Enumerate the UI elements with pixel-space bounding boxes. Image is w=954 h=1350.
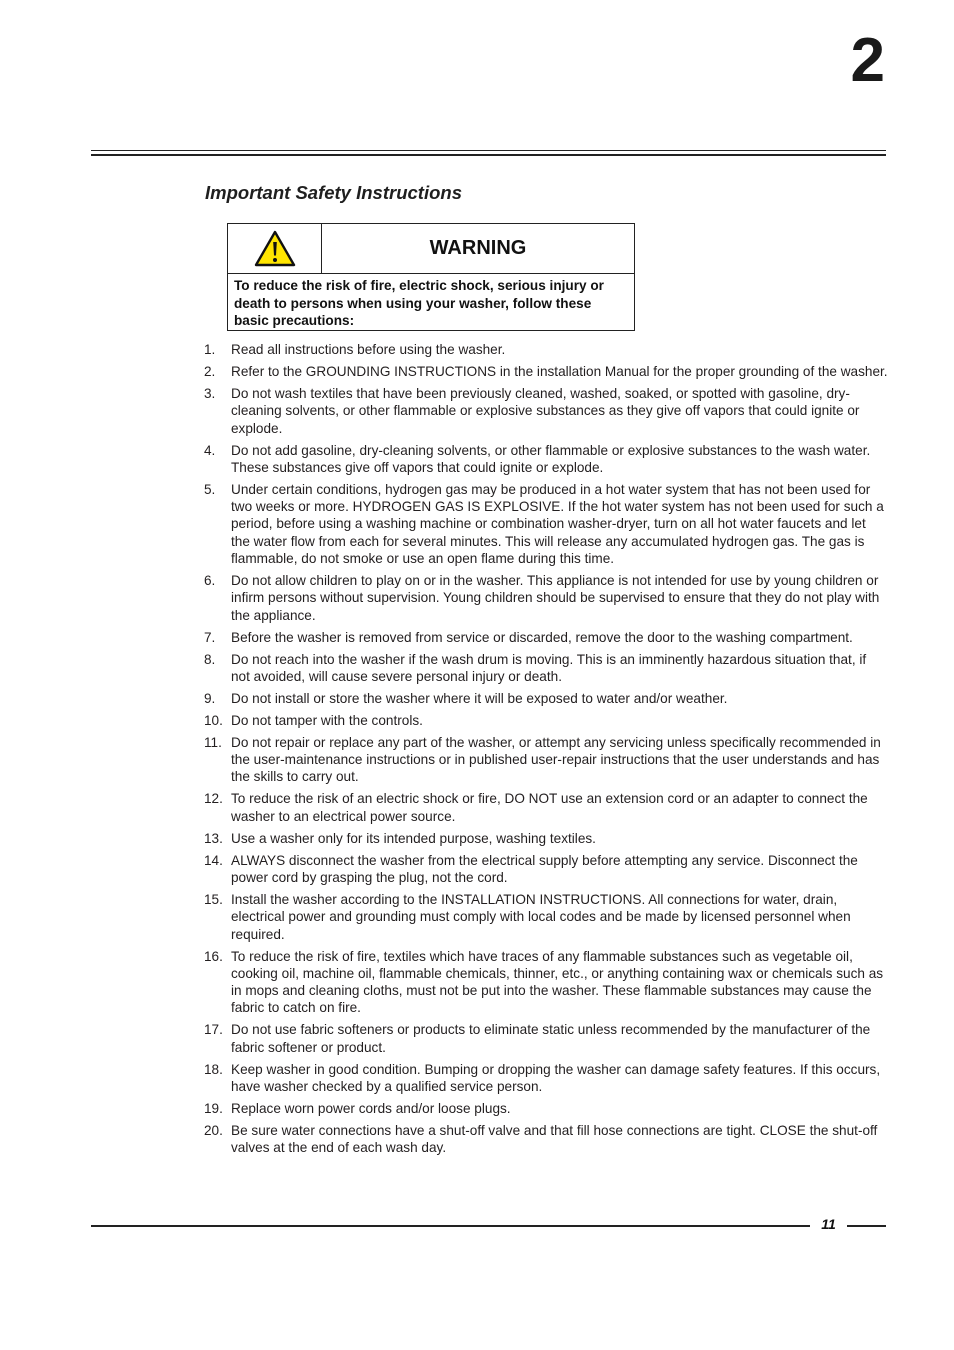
- header-rule-thin: [91, 150, 886, 151]
- list-item: [204, 385, 888, 437]
- list-item-text: To reduce the risk of an electric shock or fire, DO NOT use an extension cord or an adapter to connect the washer to an electrical power source.: [231, 791, 868, 824]
- list-item-text: Before the washer is removed from service or discarded, remove the door to the washing compartment.: [231, 629, 853, 645]
- list-item-number: 12.: [204, 791, 223, 807]
- list-item: [204, 790, 888, 825]
- list-item-text: Be sure water connections have a shut-off valve and that fill hose connections are tight. CLOSE the shut-off valves at the end of each wash day.: [231, 1122, 878, 1156]
- list-item: [204, 363, 888, 380]
- list-item-number: 13.: [204, 830, 223, 846]
- list-item: [204, 830, 888, 847]
- list-item: [204, 734, 888, 786]
- list-item-number: 19.: [204, 1100, 223, 1116]
- list-item: [204, 1021, 888, 1056]
- header-rule-thick: [91, 154, 886, 156]
- list-item-text: Install the washer according to the INSTALLATION INSTRUCTIONS. All connections for water, drain, electrical power and grounding must comply with local codes and be made by licensed personnel when required.: [231, 891, 851, 942]
- list-item-number: 7.: [204, 629, 216, 645]
- list-item: [204, 629, 888, 646]
- list-item-number: 16.: [204, 948, 223, 964]
- list-item: [204, 948, 888, 1017]
- chapter-number: 2: [850, 26, 885, 95]
- list-item-text: Do not install or store the washer where it will be exposed to water and/or weather.: [231, 690, 728, 706]
- page-number: 11: [821, 1216, 836, 1232]
- list-item: [204, 1100, 888, 1117]
- list-item-text: Refer to the GROUNDING INSTRUCTIONS in the installation Manual for the proper grounding of the washer.: [231, 363, 888, 379]
- list-item-text: Read all instructions before using the washer.: [231, 342, 506, 357]
- list-item-text: Use a washer only for its intended purpose, washing textiles.: [231, 830, 596, 846]
- warning-header: [228, 224, 634, 274]
- list-item-number: 20.: [204, 1122, 223, 1138]
- list-item: [204, 1122, 888, 1157]
- list-item-text: To reduce the risk of fire, textiles which have traces of any flammable substances such as vegetable oil, cooking oil, machine oil, flammable chemicals, thinner, etc., or anything containing wax or chemicals such as in mops and cleaning cloths, must not be put into the washer. These flammable substances may cause the fabric to catch on fire.: [231, 948, 884, 1016]
- list-item-text: Do not add gasoline, dry-cleaning solvents, or other flammable or explosive substances to the wash water. These substances give off vapors that could ignite or explode.: [231, 442, 871, 475]
- warning-triangle-icon: [254, 230, 296, 268]
- list-item-number: 18.: [204, 1061, 223, 1077]
- section-title: Important Safety Instructions: [205, 182, 462, 203]
- instruction-list: [204, 341, 888, 1161]
- list-item-number: 14.: [204, 852, 223, 868]
- list-item-text: ALWAYS disconnect the washer from the electrical supply before attempting any service. Disconnect the power cord by grasping the plug, not the cord.: [231, 852, 858, 885]
- list-item: [204, 442, 888, 477]
- footer-rule-left: [91, 1225, 810, 1227]
- list-item-text: Do not tamper with the controls.: [231, 712, 423, 728]
- list-item: [204, 852, 888, 887]
- list-item: [204, 891, 888, 943]
- list-item: [204, 481, 888, 567]
- list-item-number: 4.: [204, 442, 216, 458]
- list-item: [204, 651, 888, 686]
- list-item-text: Do not allow children to play on or in the washer. This appliance is not intended for use by young children or infirm persons without supervision. Young children should be supervised to ensure that they do not play with the appliance.: [231, 573, 880, 623]
- list-item-text: Do not use fabric softeners or products to eliminate static unless recommended by the manufacturer of the fabric softener or product.: [231, 1022, 871, 1055]
- list-item: [204, 572, 888, 624]
- warning-box: [227, 223, 635, 331]
- list-item: [204, 1061, 888, 1096]
- list-item-text: Keep washer in good condition. Bumping or dropping the washer can damage safety features. If this occurs, have washer checked by a qualified service person.: [231, 1061, 881, 1094]
- warning-text: To reduce the risk of fire, electric shock, serious injury or death to persons when using your washer, follow these basic precautions:: [234, 278, 604, 328]
- list-item-text: Do not reach into the washer if the wash drum is moving. This is an imminently hazardous situation that, if not avoided, will cause severe personal injury or death.: [231, 651, 867, 684]
- list-item-number: 8.: [204, 651, 216, 667]
- list-item-text: Do not wash textiles that have been previously cleaned, washed, soaked, or spotted with gasoline, dry-cleaning solvents, or other flammable or explosive substances as they give off vapors that could ignite or explode.: [231, 385, 860, 436]
- list-item-number: 1.: [204, 342, 216, 357]
- footer-rule-right: [847, 1225, 886, 1227]
- list-item-number: 2.: [204, 363, 216, 379]
- list-item: [204, 712, 888, 729]
- list-item-number: 3.: [204, 385, 216, 401]
- list-item-number: 9.: [204, 690, 216, 706]
- list-item: [204, 690, 888, 707]
- list-item-number: 15.: [204, 891, 223, 907]
- list-item-number: 11.: [204, 734, 222, 750]
- list-item-number: 6.: [204, 573, 216, 588]
- list-item-number: 10.: [204, 712, 223, 728]
- list-item-number: 5.: [204, 481, 216, 497]
- list-item-text: Under certain conditions, hydrogen gas may be produced in a hot water system that has not been used for two weeks or more. HYDROGEN GAS IS EXPLOSIVE. If the hot water system has not been used for such a period, before using a washing machine or combination washer-dryer, turn on all hot water faucets and let the water flow from each for several minutes. This will release any accumulated hydrogen gas. The gas is flammable, do not smoke or use an open flame during this time.: [231, 481, 884, 567]
- list-item-text: Replace worn power cords and/or loose plugs.: [231, 1100, 511, 1116]
- warning-label: WARNING: [429, 237, 527, 259]
- list-item-text: Do not repair or replace any part of the washer, or attempt any servicing unless specifically recommended in the user-maintenance instructions or in published user-repair instructions that the user understands and has the skills to carry out.: [231, 734, 881, 785]
- warning-icon-cell: [228, 224, 322, 273]
- list-item: [204, 341, 888, 358]
- list-item-number: 17.: [204, 1022, 223, 1038]
